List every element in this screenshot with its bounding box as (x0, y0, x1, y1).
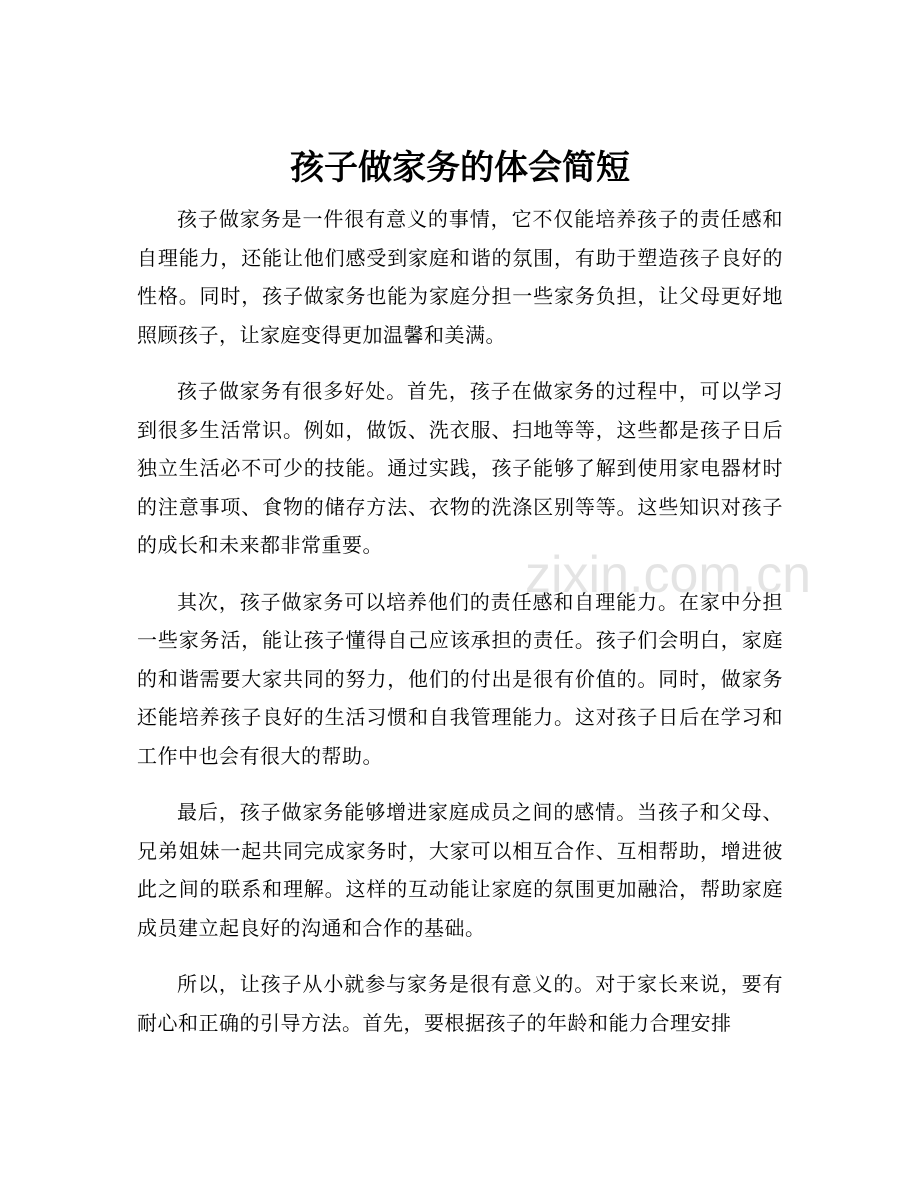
document-title: 孩子做家务的体会简短 (290, 148, 630, 188)
watermark: zixin.com.cn (525, 546, 812, 604)
paragraph-5: 所以，让孩子从小就参与家务是很有意义的。对于家长来说，要有耐心和正确的引导方法。首先，要根据孩子的年龄和能力合理安排 (137, 972, 783, 1035)
paragraph-3: 其次，孩子做家务可以培养他们的责任感和自理能力。在家中分担一些家务活，能让孩子懂得自己应该承担的责任。孩子们会明白，家庭的和谐需要大家共同的努力，他们的付出是很有价值的。同时，做家务还能培养孩子良好的生活习惯和自我管理能力。这对孩子日后在学习和工作中也会有很大的帮助。 (137, 589, 783, 768)
paragraph-2: 孩子做家务有很多好处。首先，孩子在做家务的过程中，可以学习到很多生活常识。例如，做饭、洗衣服、扫地等等，这些都是孩子日后独立生活必不可少的技能。通过实践，孩子能够了解到使用家电器材时的注意事项、食物的储存方法、衣物的洗涤区别等等。这些知识对孩子的成长和未来都非常重要。 (137, 379, 783, 557)
paragraph-1: 孩子做家务是一件很有意义的事情，它不仅能培养孩子的责任感和自理能力，还能让他们感受到家庭和谐的氛围，有助于塑造孩子良好的性格。同时，孩子做家务也能为家庭分担一些家务负担，让父母更好地照顾孩子，让家庭变得更加温馨和美满。 (137, 207, 783, 347)
document-body (137, 200, 783, 1060)
paragraph-4: 最后，孩子做家务能够增进家庭成员之间的感情。当孩子和父母、兄弟姐妹一起共同完成家务时，大家可以相互合作、互相帮助，增进彼此之间的联系和理解。这样的互动能让家庭的氛围更加融洽，帮助家庭成员建立起良好的沟通和合作的基础。 (137, 800, 783, 940)
